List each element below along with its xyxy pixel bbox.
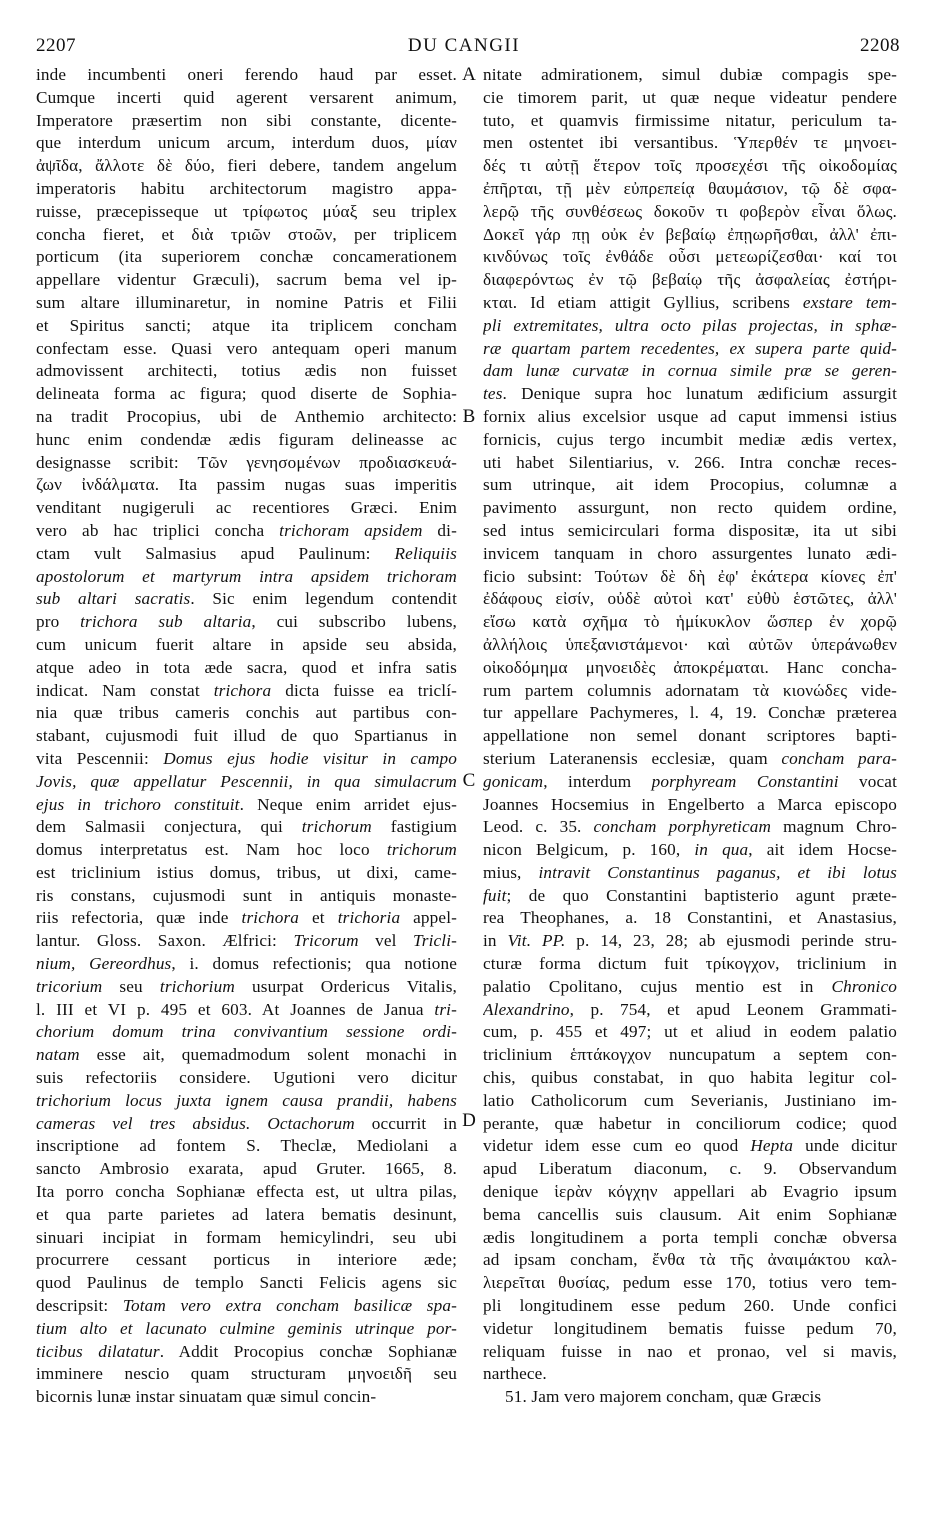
- left-text-column: [36, 64, 457, 1409]
- text-line: 51. Jam vero majorem concham, quæ Græcis: [505, 1387, 822, 1407]
- text-line: tur appellare Pachymeres, l. 4, 19. Conchæ præterea: [483, 703, 897, 723]
- text-line: hunc enim condendæ ædis figuram delineasse ac: [36, 429, 457, 449]
- text-line: ἐδάφους εἰσίν, οὐδὲ αὐτοὶ κατ' εὐθὺ ἑστῶτες, ἀλλ': [483, 589, 897, 609]
- section-marker-c: C: [462, 770, 476, 791]
- text-line: apud Liberatum diaconum, c. 9. Observandum: [483, 1159, 897, 1179]
- text-line: gonicam, interdum porphyream Constantini vocat: [483, 771, 897, 791]
- text-line: κται. Id etiam attigit Gyllius, scribens exstare tem-: [483, 292, 897, 312]
- text-line: imminere nescio quam structuram μηνοειδῆ seu: [36, 1364, 457, 1384]
- left-page-number: 2207: [36, 35, 76, 56]
- text-line: λερῷ τῆς συνθέσεως δοκοῦν τι φοβερὸν εἶναι ὅλως.: [483, 201, 897, 221]
- text-line: ctam vult Salmasius apud Paulinum: Reliquiis: [36, 543, 457, 563]
- text-line: sum utrinque, ait idem Procopius, columnæ a: [483, 475, 897, 495]
- text-line: appellare videntur Græculi), sacrum bema vel ip-: [36, 270, 457, 290]
- text-line: perante, quæ habetur in conciliorum codice; quod: [483, 1113, 897, 1133]
- text-line: Alexandrino, p. 754, et apud Leonem Grammati-: [483, 999, 897, 1019]
- text-line: et Spiritus sancti; atque ita triplicem concham: [36, 315, 457, 335]
- text-line: Jovis, quæ appellatur Pescennii, in qua simulacrum: [36, 771, 457, 791]
- text-line: lantur. Gloss. Saxon. Ælfrici: Tricorum vel Tricli-: [36, 931, 457, 951]
- text-line: men ostentet ibi versantibus. Ὑπερθέν τε μηνοει-: [483, 133, 897, 153]
- text-line: cum, p. 455 et 497; ut et aliud in eodem palatio: [483, 1022, 897, 1042]
- text-line: οἰκοδόμημα μηνοειδὲς ἀποκρέμαται. Hanc concha-: [483, 657, 897, 677]
- text-line: porticum (ita superiorem conchæ concamerationem: [36, 247, 457, 267]
- text-line: bema cancellis suis clausum. Ait enim Sophianæ: [483, 1204, 897, 1224]
- text-line: dem Salmasii conjectura, qui trichorum fastigium: [36, 817, 457, 837]
- running-title: DU CANGII: [407, 35, 521, 56]
- text-line: Ita porro concha Sophianæ effecta est, ut ultra pilas,: [36, 1182, 457, 1202]
- text-line: stabant, cujusmodi fuit illud de quo Spartianus in: [36, 726, 457, 746]
- text-line: fornix alius excelsior usque ad caput immensi istius: [483, 406, 897, 426]
- text-line: suis refectoriis considere. Ugutioni vero dicitur: [36, 1068, 457, 1088]
- text-line: ræ quartam partem recedentes, ex supera parte quid-: [483, 338, 897, 358]
- text-line: sinuari incipiat in formam hemicylindri, seu ubi: [36, 1227, 457, 1247]
- text-line: ἀψῖδα, ἄλλοτε δὲ δύο, fieri debere, tandem angelum: [36, 156, 457, 176]
- text-line: procurrere cessant porticus in interiore æde;: [36, 1250, 457, 1270]
- text-line: trichorium locus juxta ignem causa prandii, habens: [36, 1090, 457, 1110]
- text-line: triclinium ἑπτάκογχον nuncupatum a septem con-: [483, 1045, 897, 1065]
- text-line: Joannes Hocsemius in Engelberto a Marca episcopo: [483, 794, 897, 814]
- text-line: cameras vel tres absidus. Octachorum occurrit in: [36, 1113, 457, 1133]
- text-line: chorium domum trina convivantium sessione ordi-: [36, 1022, 457, 1042]
- text-line: sterium Lateranensis ecclesiæ, quam concham para-: [483, 748, 897, 768]
- text-line: imperatoris habitu architectorum magistro appa-: [36, 178, 457, 198]
- text-line: fornicis, cujus tergo incumbit mediæ ædis vertex,: [483, 429, 897, 449]
- text-line: vero ab hac triplici concha trichoram apsidem di-: [36, 520, 457, 540]
- section-marker-a: A: [462, 64, 476, 85]
- text-line: λιερεῖται θυσίας, pedum esse 170, totius vero tem-: [483, 1273, 897, 1293]
- text-line: ἐπῆρται, τῇ μὲν εὐπρεπείᾳ θαυμάσιον, τῷ δὲ σφα-: [483, 178, 897, 198]
- text-line: ticibus dilatatur. Addit Procopius conchæ Sophianæ: [36, 1341, 457, 1361]
- text-line: cie timorem parit, ut quæ neque videatur pendere: [483, 87, 897, 107]
- text-line: tuto, et quamvis firmissime nitatur, periculum ta-: [483, 110, 897, 130]
- text-line: denique ἱερὰν κόγχην appellari ab Evagrio ipsum: [483, 1182, 897, 1202]
- text-line: sed intus semicirculari forma dispositæ, ita ut sibi: [483, 520, 897, 540]
- text-line: pavimento assurgunt, non recto quidem ordine,: [483, 498, 897, 518]
- text-line: uti habet Silentiarius, v. 266. Intra conchæ reces-: [483, 452, 897, 472]
- text-line: appellatione non semel donant scriptores bapti-: [483, 726, 897, 746]
- text-line: natam esse ait, quemadmodum solent monachi in: [36, 1045, 457, 1065]
- text-line: chis, quibus constabat, in quo habita legitur col-: [483, 1068, 897, 1088]
- text-line: atque adeo in tota æde sacra, quod et infra satis: [36, 657, 457, 677]
- text-line: Δοκεῖ γάρ πῃ οὐκ ἐν βεβαίῳ ἐπῃωρῆσθαι, ἀλλ' ἐπι-: [483, 224, 897, 244]
- text-line: rea Theophanes, a. 18 Constantini, et Anastasius,: [483, 908, 897, 928]
- text-line: narthece.: [483, 1364, 547, 1384]
- text-line: εἴσω κατὰ σχῆμα τὸ ἡμίκυκλον ὥσπερ ἐν χορῷ: [483, 612, 897, 632]
- text-line: apostolorum et martyrum intra apsidem trichoram: [36, 566, 457, 586]
- text-line: bicornis lunæ instar sinuatam quæ simul concin-: [36, 1387, 377, 1407]
- text-line: Cumque incerti quid agerent versarent animum,: [36, 87, 457, 107]
- text-line: pli longitudinem esse pedum 260. Unde confici: [483, 1296, 897, 1316]
- text-line: videtur longitudinem bematis fuisse pedum 70,: [483, 1318, 897, 1338]
- text-line: in Vit. PP. p. 14, 23, 28; ab ejusmodi perinde stru-: [483, 931, 897, 951]
- text-line: venditant nugigeruli ac recentiores Græci. Enim: [36, 498, 457, 518]
- section-marker-d: D: [462, 1110, 476, 1131]
- text-line: reliquam fuisse in nao et pronao, vel si mavis,: [483, 1341, 897, 1361]
- text-line: admovissent architecti, totius ædis non fuisset: [36, 361, 457, 381]
- text-line: rum partem columnis adornatam τὰ κιονώδες vide-: [483, 680, 897, 700]
- text-line: riis refectoria, quæ inde trichora et trichoria appel-: [36, 908, 457, 928]
- right-text-column: [483, 64, 897, 1409]
- text-line: que interdum unicum arcum, interdum duos, μίαν: [36, 133, 457, 153]
- text-line: videtur idem esse cum eo quod Hepta unde dicitur: [483, 1136, 897, 1156]
- text-line: et qua parte parietes ad latera bematis desinunt,: [36, 1204, 457, 1224]
- text-line: pli extremitates, ultra octo pilas projectas, in sphæ-: [483, 315, 897, 335]
- text-line: vita Pescennii: Domus ejus hodie visitur in campo: [36, 748, 457, 768]
- text-line: ζων ἰνδάλματα. Ita passim nugas suas imperitis: [36, 475, 457, 495]
- text-line: ris constans, cujusmodi sunt in antiquis monaste-: [36, 885, 457, 905]
- text-line: ruisse, præcepisseque ut τρίφωτος μύαξ seu triplex: [36, 201, 457, 221]
- text-line: sub altari sacratis. Sic enim legendum contendit: [36, 589, 457, 609]
- text-line: dam lunæ curvatæ in cornua simile præ se geren-: [483, 361, 897, 381]
- text-line: palatio Cpolitano, cujus mentio est in Chronico: [483, 976, 897, 996]
- text-line: sancto Ambrosio exarata, apud Gruter. 1665, 8.: [36, 1159, 457, 1179]
- text-line: Imperatore præsertim non sibi constante, dicente-: [36, 110, 457, 130]
- text-line: ad ipsam concham, ἔνθα τὰ τῆς ἀναιμάκτου καλ-: [483, 1250, 897, 1270]
- text-line: designasse scribit: Τῶν γενησομένων προδιασκευά-: [36, 452, 457, 472]
- text-line: ἀλλήλοις ὑπεξανιστάμενοι· καὶ αὐτῶν ὑπεράνωθεν: [483, 634, 897, 654]
- section-marker-b: B: [462, 406, 476, 427]
- text-line: nicon Belgicum, p. 160, in qua, ait idem Hocse-: [483, 840, 897, 860]
- text-line: domus interpretatus est. Nam hoc loco trichorum: [36, 840, 457, 860]
- text-line: tricorium seu trichorium usurpat Ordericus Vitalis,: [36, 976, 457, 996]
- text-line: concha fieret, et διὰ τριῶν στοῶν, per triplicem: [36, 224, 457, 244]
- text-line: latio Catholicorum cum Severianis, Justiniano im-: [483, 1090, 897, 1110]
- text-line: descripsit: Totam vero extra concham basilicæ spa-: [36, 1296, 457, 1316]
- text-line: sum altare illuminaretur, in nomine Patris et Filii: [36, 292, 457, 312]
- text-line: mius, intravit Constantinus paganus, et ibi lotus: [483, 862, 897, 882]
- text-line: ædis longitudinem a porta templi conchæ obversa: [483, 1227, 897, 1247]
- text-line: nium, Gereordhus, i. domus refectionis; qua notione: [36, 954, 457, 974]
- text-line: pro trichora sub altaria, cui subscribo lubens,: [36, 612, 457, 632]
- text-line: Leod. c. 35. concham porphyreticam magnum Chro-: [483, 817, 897, 837]
- text-line: l. III et VI p. 495 et 603. At Joannes de Janua tri-: [36, 999, 457, 1019]
- text-line: inde incumbenti oneri ferendo haud par esset.: [36, 65, 457, 84]
- text-line: inscriptione ad fontem S. Theclæ, Mediolani a: [36, 1136, 457, 1156]
- text-line: ficio subsint: Τούτων δὲ δὴ ἐφ' ἑκάτερα κίονες ἐπ': [483, 566, 897, 586]
- text-line: est triclinium istius domus, tribus, ut dixi, came-: [36, 862, 457, 882]
- text-line: nitate admirationem, simul dubiæ compagis spe-: [483, 65, 897, 84]
- text-line: tes. Denique supra hoc lunatum ædificium assurgit: [483, 384, 897, 404]
- text-line: confectam esse. Quasi vero antequam operi manum: [36, 338, 457, 358]
- right-page-number: 2208: [860, 35, 900, 56]
- text-line: na tradit Procopius, ubi de Anthemio architecto:: [36, 406, 457, 426]
- text-line: fuit; de quo Constantini baptisterio agunt præte-: [483, 885, 897, 905]
- text-line: delineata forma ac figura; quod diserte de Sophia-: [36, 384, 457, 404]
- text-line: κινδύνως τοῖς ἐνθάδε οὖσι μετεωρίζεσθαι· καί τοι: [483, 247, 897, 267]
- text-line: invicem tanquam in choro assurgentes lunato ædi-: [483, 543, 897, 563]
- text-line: cturæ forma dictum fuit τρίκογχον, triclinium in: [483, 954, 897, 974]
- text-line: δές τι αὐτῇ ἕτερον τοῖς προσεχέσι τῆς οἰκοδομίας: [483, 156, 897, 176]
- text-line: nia quæ tribus cameris conchis aut partibus con-: [36, 703, 457, 723]
- text-line: cum unicum fuerit altare in apside seu absida,: [36, 634, 457, 654]
- text-line: ejus in trichoro constituit. Neque enim arridet ejus-: [36, 794, 457, 814]
- text-line: indicat. Nam constat trichora dicta fuisse ea triclí-: [36, 680, 457, 700]
- text-line: διαφερόντως ἐν τῷ βεβαίῳ τῆς ἀσφαλείας ἐστήρι-: [483, 270, 897, 290]
- text-line: quod Paulinus de templo Sancti Felicis agens sic: [36, 1273, 457, 1293]
- text-line: tium alto et lacunato culmine geminis utrinque por-: [36, 1318, 457, 1338]
